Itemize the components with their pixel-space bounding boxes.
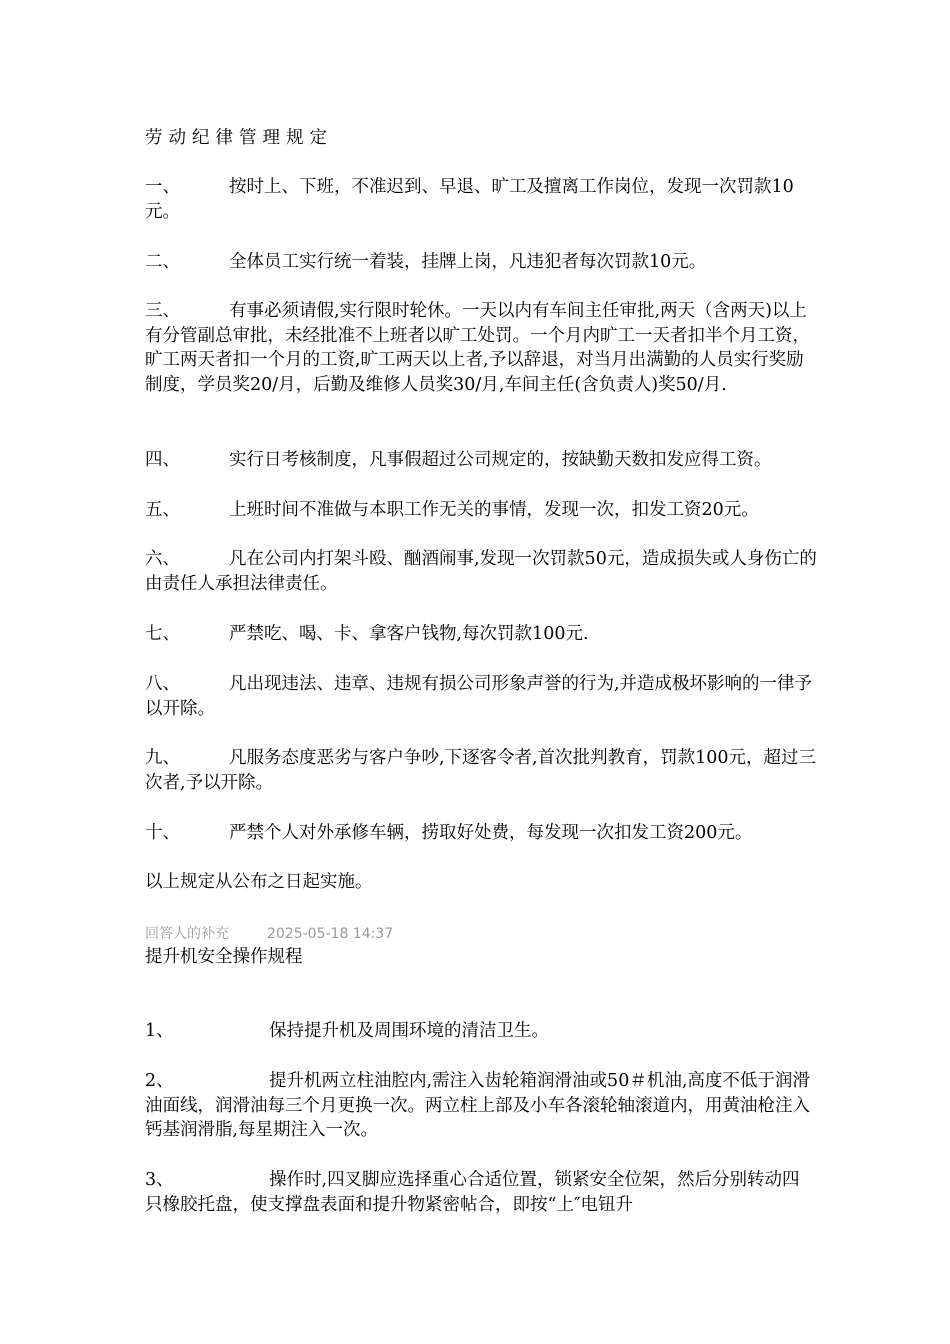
rule-item [145, 622, 817, 647]
rule-number: 八、 [145, 674, 180, 694]
step-item [145, 1168, 817, 1217]
rule-item [145, 448, 817, 473]
rule-item [145, 299, 817, 397]
step-number: 1、 [145, 1021, 174, 1041]
rule-text: 严禁吃、喝、卡、拿客户钱物,每次罚款100元. [229, 624, 589, 644]
rule-item [145, 498, 817, 523]
rule-item [145, 250, 817, 275]
rule-item [145, 746, 817, 795]
rule-text: 全体员工实行统一着装，挂牌上岗，凡违犯者每次罚款10元。 [229, 252, 707, 272]
step-number: 3、 [145, 1170, 174, 1190]
rule-number: 六、 [145, 549, 180, 569]
rule-text: 上班时间不准做与本职工作无关的事情，发现一次，扣发工资20元。 [229, 500, 759, 520]
rule-text: 按时上、下班，不准迟到、早退、旷工及擅离工作岗位，发现一次罚款10元。 [145, 177, 794, 222]
supplement-meta [145, 923, 393, 943]
rule-number: 二、 [145, 252, 180, 272]
step-item [145, 1019, 817, 1044]
rule-text: 凡服务态度恶劣与客户争吵,下逐客令者,首次批判教育，罚款100元，超过三次者,予以开除。 [145, 748, 817, 793]
rule-text: 实行日考核制度，凡事假超过公司规定的，按缺勤天数扣发应得工资。 [229, 450, 772, 470]
rule-text: 凡出现违法、违章、违规有损公司形象声誉的行为,并造成极坏影响的一律予以开除。 [145, 674, 813, 719]
rule-text: 有事必须请假,实行限时轮休。一天以内有车间主任审批,两天（含两天)以上有分管副总审批，未经批准不上班者以旷工处罚。一个月内旷工一天者扣半个月工资，旷工两天者扣一个月的工资,旷工两天以上者,予以辞退，对当月出满勤的人员实行奖励制度，学员奖20/月，后勤及维修人员奖30/月,车间主任(含负责人)奖50/月. [145, 301, 810, 395]
doc-title: 劳动纪律管理规定 [145, 128, 333, 148]
step-text: 保持提升机及周围环境的清洁卫生。 [269, 1021, 549, 1041]
rule-item [145, 672, 817, 721]
rule-item [145, 821, 817, 846]
rule-number: 三、 [145, 301, 180, 321]
doc2-title: 提升机安全操作规程 [145, 947, 303, 967]
rule-number: 十、 [145, 823, 180, 843]
rule-text: 凡在公司内打架斗殴、酗酒闹事,发现一次罚款50元，造成损失或人身伤亡的由责任人承担法律责任。 [145, 549, 817, 594]
rule-text: 严禁个人对外承修车辆，捞取好处费，每发现一次扣发工资200元。 [229, 823, 753, 843]
step-number: 2、 [145, 1071, 174, 1091]
rule-item [145, 175, 817, 224]
rule-number: 一、 [145, 177, 180, 197]
step-text: 提升机两立柱油腔内,需注入齿轮箱润滑油或50＃机油,高度不低于润滑油面线，润滑油每三个月更换一次。两立柱上部及小车各滚轮轴滚道内，用黄油枪注入钙基润滑脂,每星期注入一次。 [145, 1071, 810, 1140]
rule-number: 七、 [145, 624, 180, 644]
rule-number: 五、 [145, 500, 180, 520]
rule-number: 四、 [145, 450, 180, 470]
step-item [145, 1069, 817, 1143]
supplement-label: 回答人的补充 [145, 926, 229, 942]
step-text: 操作时,四叉脚应选择重心合适位置，锁紧安全位架，然后分别转动四只橡胶托盘，使支撑盘表面和提升物紧密帖合，即按“上″电钮升 [145, 1170, 800, 1215]
closing-text: 以上规定从公布之日起实施。 [145, 872, 373, 892]
rule-item [145, 547, 817, 596]
rule-number: 九、 [145, 748, 180, 768]
supplement-timestamp: 2025-05-18 14:37 [267, 926, 394, 942]
